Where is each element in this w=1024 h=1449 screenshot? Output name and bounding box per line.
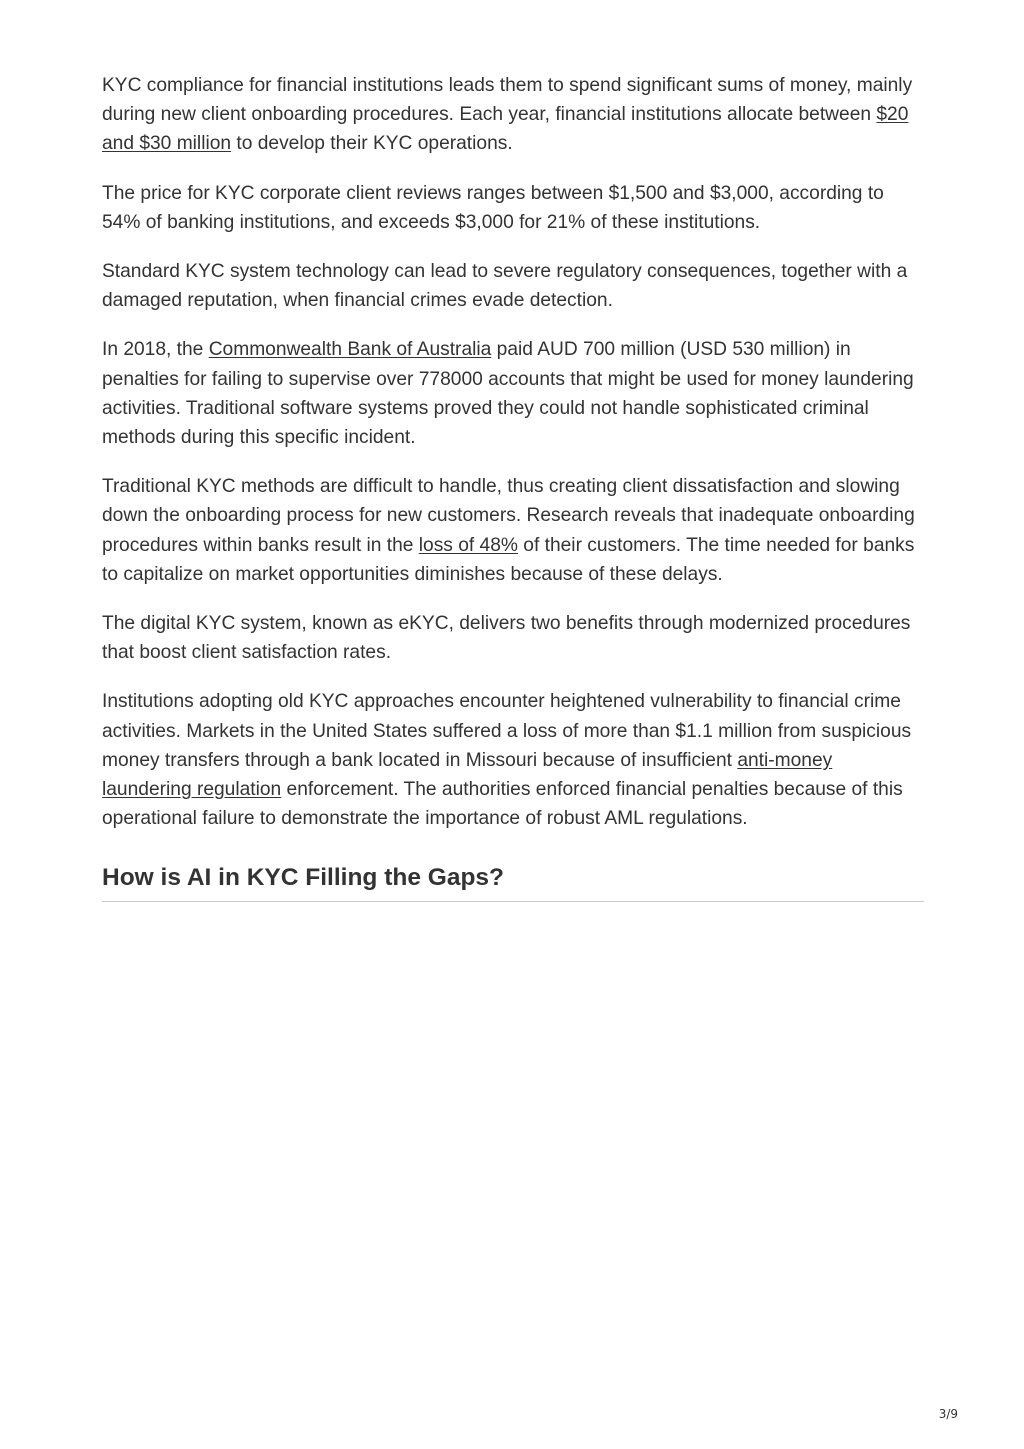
- paragraph-commonwealth-bank: [102, 335, 924, 452]
- paragraph-text: to develop their KYC operations.: [231, 133, 513, 155]
- paragraph-text: paid AUD 700 million (USD 530 million) in penalties for failing to supervise over 778000 accounts that might be used for money laundering activities. Traditional software systems proved they could not handle sophisticated criminal methods during this specific incident.: [102, 339, 914, 449]
- link-loss-of-48[interactable]: loss of 48%: [418, 534, 518, 556]
- paragraph-text: of their customers. The time needed for banks to capitalize on market opportunities diminishes because of these delays.: [102, 534, 915, 585]
- paragraph-text: enforcement. The authorities enforced financial penalties because of this operational failure to demonstrate the importance of robust AML regulations.: [102, 779, 903, 830]
- page-number: 3/9: [938, 1407, 958, 1421]
- paragraph-kyc-spending: [102, 71, 924, 159]
- paragraph-text: In 2018, the: [102, 339, 209, 361]
- paragraph-text: Traditional KYC methods are difficult to handle, thus creating client dissatisfaction and slowing down the onboarding process for new customers. Research reveals that inadequate onboarding procedures within banks result in the: [102, 476, 915, 556]
- paragraph-text: Institutions adopting old KYC approaches encounter heightened vulnerability to financial crime activities. Markets in the United States suffered a loss of more than $1.1 million from suspicious money transfers through a bank located in Missouri because of insufficient: [102, 691, 912, 771]
- paragraph-text: KYC compliance for financial institutions leads them to spend significant sums of money, mainly during new client onboarding procedures. Each year, financial institutions allocate between: [102, 75, 913, 126]
- article-body: [102, 71, 924, 902]
- paragraph-ekyc: The digital KYC system, known as eKYC, delivers two benefits through modernized procedures that boost client satisfaction rates.: [102, 613, 911, 664]
- paragraph-aml-vulnerability: [102, 687, 924, 833]
- paragraph-onboarding-loss: [102, 472, 924, 589]
- link-commonwealth-bank[interactable]: Commonwealth Bank of Australia: [208, 339, 492, 361]
- paragraph-regulatory-consequences: Standard KYC system technology can lead to severe regulatory consequences, together with a damaged reputation, when financial crimes evade detection.: [102, 261, 908, 312]
- link-20-30-million[interactable]: $20 and $30 million: [102, 104, 909, 155]
- link-aml-regulation[interactable]: anti-money laundering regulation: [102, 749, 833, 801]
- section-heading-ai-kyc: How is AI in KYC Filling the Gaps?: [102, 863, 924, 902]
- paragraph-review-price: The price for KYC corporate client reviews ranges between $1,500 and $3,000, according to 54% of banking institutions, and exceeds $3,000 for 21% of these institutions.: [102, 182, 884, 233]
